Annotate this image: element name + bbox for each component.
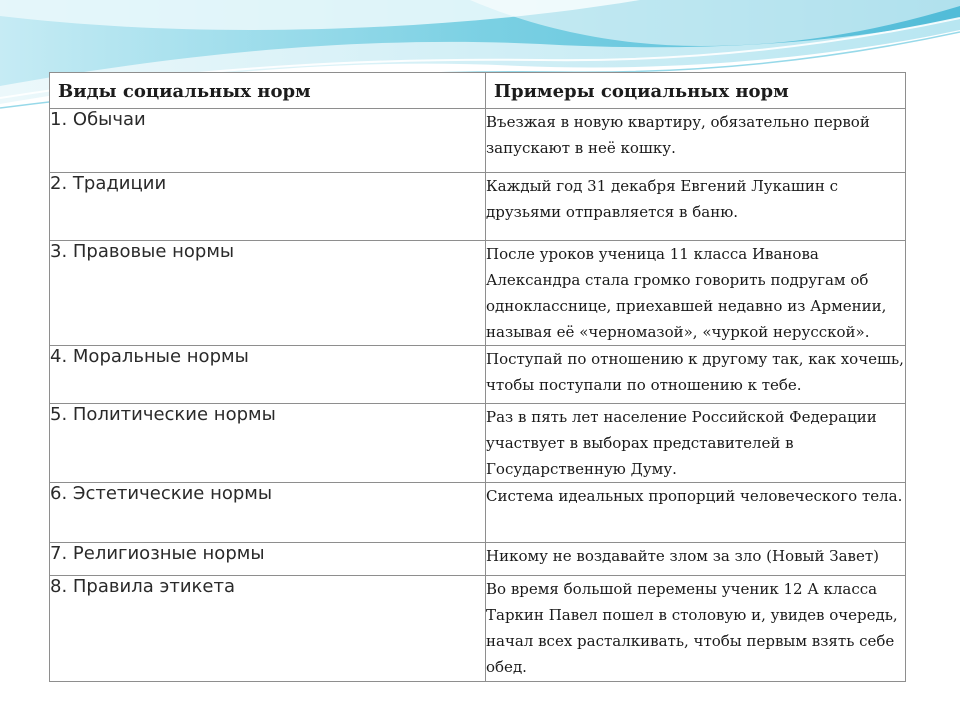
table-row xyxy=(50,543,906,576)
norm-example-cell: Каждый год 31 декабря Евгений Лукашин с друзьями отправляется в баню. xyxy=(486,173,906,241)
norm-type-cell: 8. Правила этикета xyxy=(50,576,486,682)
header-norm-types: Виды социальных норм xyxy=(50,73,486,109)
norm-type-cell: 6. Эстетические нормы xyxy=(50,483,486,543)
table-row xyxy=(50,483,906,543)
header-norm-examples: Примеры социальных норм xyxy=(486,73,906,109)
norm-example-cell: После уроков ученица 11 класса Иванова Александра стала громко говорить подругам об однокласснице, приехавшей недавно из Армении, называя её «черномазой», «чуркой нерусской». xyxy=(486,241,906,346)
table-header-row xyxy=(50,73,906,109)
norm-type-cell: 5. Политические нормы xyxy=(50,404,486,483)
norm-type-cell: 4. Моральные нормы xyxy=(50,346,486,404)
norm-example-cell: Поступай по отношению к другому так, как хочешь, чтобы поступали по отношению к тебе. xyxy=(486,346,906,404)
norm-example-cell: Раз в пять лет население Российской Федерации участвует в выборах представителей в Государственную Думу. xyxy=(486,404,906,483)
norm-type-cell: 2. Традиции xyxy=(50,173,486,241)
norm-example-cell: Въезжая в новую квартиру, обязательно первой запускают в неё кошку. xyxy=(486,109,906,173)
table-row xyxy=(50,109,906,173)
norm-example-cell: Во время большой перемены ученик 12 А класса Таркин Павел пошел в столовую и, увидев очередь, начал всех расталкивать, чтобы первым взять себе обед. xyxy=(486,576,906,682)
table-row xyxy=(50,346,906,404)
table-row xyxy=(50,241,906,346)
social-norms-table xyxy=(49,72,906,682)
norm-type-cell: 1. Обычаи xyxy=(50,109,486,173)
norm-example-cell: Система идеальных пропорций человеческого тела. xyxy=(486,483,906,543)
table-row xyxy=(50,576,906,682)
table-row xyxy=(50,173,906,241)
table-row xyxy=(50,404,906,483)
norm-type-cell: 3. Правовые нормы xyxy=(50,241,486,346)
norm-example-cell: Никому не воздавайте злом за зло (Новый Завет) xyxy=(486,543,906,576)
norm-type-cell: 7. Религиозные нормы xyxy=(50,543,486,576)
